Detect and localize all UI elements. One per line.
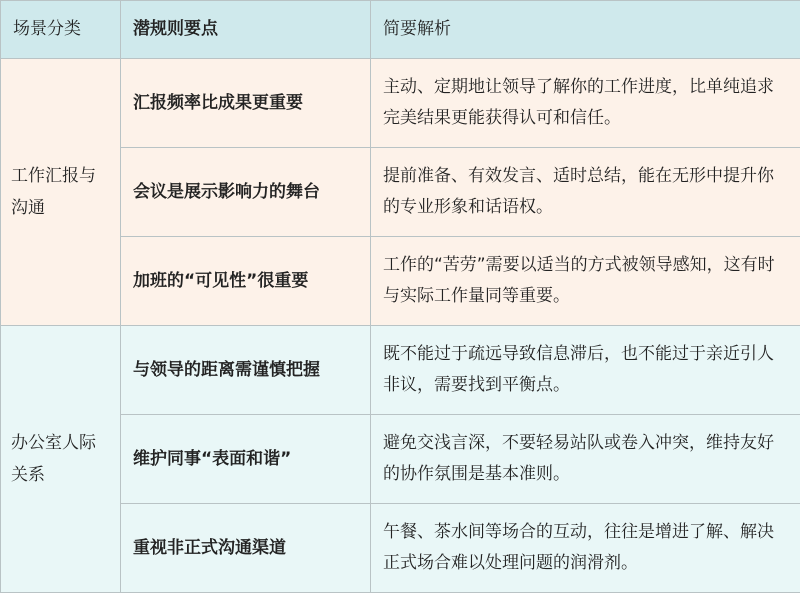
analysis-cell: 主动、定期地让领导了解你的工作进度，比单纯追求完美结果更能获得认可和信任。 [371, 59, 800, 148]
category-cell: 工作汇报与沟通 [1, 59, 121, 326]
table-row [1, 415, 800, 504]
table-row [1, 237, 800, 326]
table-row [1, 59, 800, 148]
point-cell: 会议是展示影响力的舞台 [121, 148, 371, 237]
table-row [1, 148, 800, 237]
analysis-cell: 工作的“苦劳”需要以适当的方式被领导感知，这有时与实际工作量同等重要。 [371, 237, 800, 326]
analysis-cell: 午餐、茶水间等场合的互动，往往是增进了解、解决正式场合难以处理问题的润滑剂。 [371, 504, 800, 593]
analysis-cell: 避免交浅言深，不要轻易站队或卷入冲突，维持友好的协作氛围是基本准则。 [371, 415, 800, 504]
analysis-cell: 既不能过于疏远导致信息滞后，也不能过于亲近引人非议，需要找到平衡点。 [371, 326, 800, 415]
category-cell: 办公室人际关系 [1, 326, 121, 593]
analysis-cell: 提前准备、有效发言、适时总结，能在无形中提升你的专业形象和话语权。 [371, 148, 800, 237]
header-category: 场景分类 [1, 1, 121, 59]
point-cell: 加班的“可见性”很重要 [121, 237, 371, 326]
point-cell: 维护同事“表面和谐” [121, 415, 371, 504]
table-row [1, 326, 800, 415]
header-point: 潜规则要点 [121, 1, 371, 59]
table-row [1, 504, 800, 593]
point-cell: 汇报频率比成果更重要 [121, 59, 371, 148]
header-analysis: 简要解析 [371, 1, 800, 59]
point-cell: 重视非正式沟通渠道 [121, 504, 371, 593]
table-header-row [1, 1, 800, 59]
point-cell: 与领导的距离需谨慎把握 [121, 326, 371, 415]
